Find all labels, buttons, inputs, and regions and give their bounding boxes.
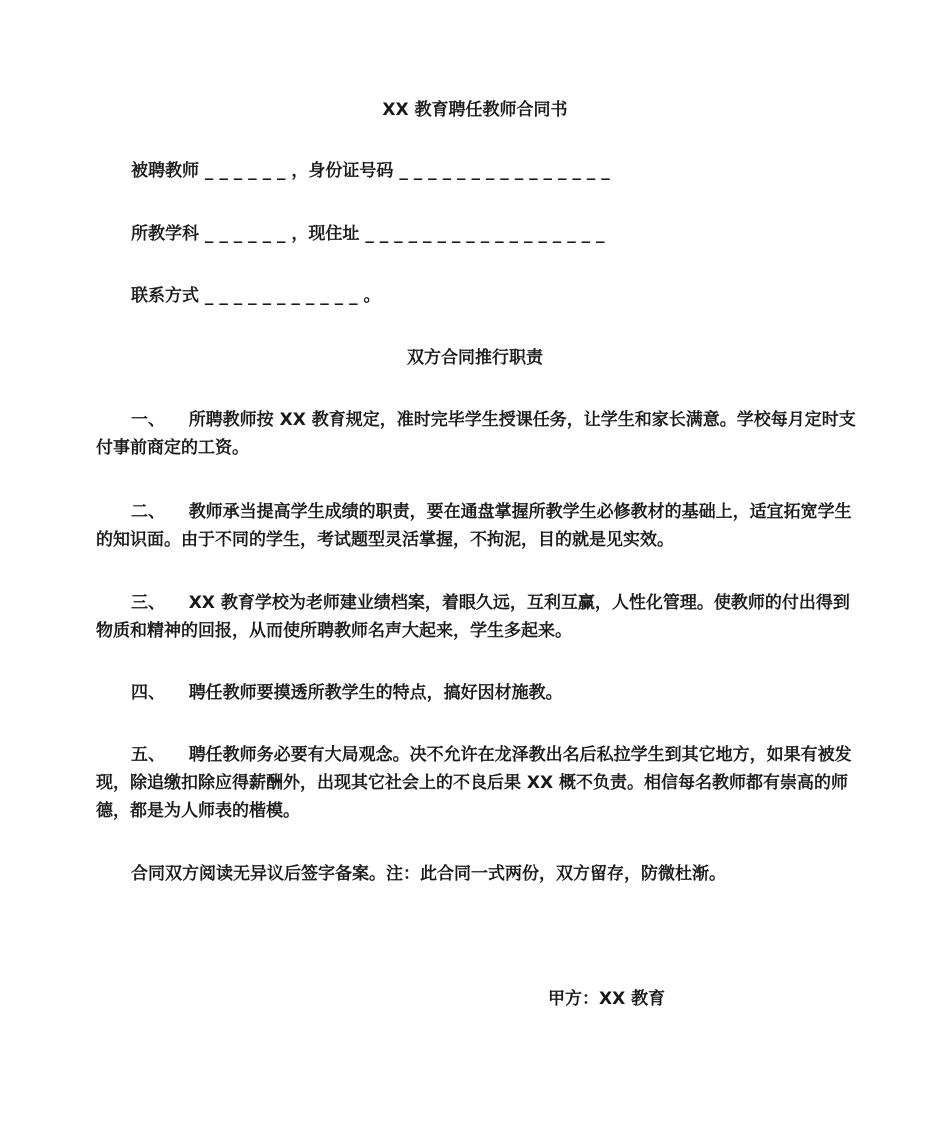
- clause-text: XX 教育学校为老师建业绩档案，着眼久远，互利互赢，人性化管理。使教师的付出得到物质和精神的回报，从而使所聘教师名声大起来，学生多起来。: [96, 593, 850, 641]
- field-subject-address: 所教学科 _ _ _ _ _ _ ，现住址 _ _ _ _ _ _ _ _ _ _ _ _ _ _ _ _ _: [131, 224, 605, 244]
- closing-note: 合同双方阅读无异议后签字备案。注：此合同一式两份，双方留存，防微杜渐。: [131, 864, 726, 884]
- clause-1: [96, 406, 856, 462]
- clause-number: 二、: [131, 502, 165, 522]
- clause-number: 一、: [131, 410, 165, 430]
- clause-3: [96, 589, 856, 645]
- field-contact: 联系方式 _ _ _ _ _ _ _ _ _ _ _ 。: [131, 286, 381, 306]
- clause-4: [96, 679, 856, 707]
- clause-text: 聘任教师务必要有大局观念。决不允许在龙泽教出名后私拉学生到其它地方，如果有被发现，除追缴扣除应得薪酬外，出现其它社会上的不良后果 XX 概不负责。相信每名教师都有崇高的师德，都是为人师表的楷模。: [96, 745, 852, 821]
- clause-5: [96, 741, 856, 825]
- clause-text: 聘任教师要摸透所教学生的特点，搞好因材施教。: [188, 683, 563, 703]
- field-teacher-id: 被聘教师 _ _ _ _ _ _ ，身份证号码 _ _ _ _ _ _ _ _ _ _ _ _ _ _ _: [131, 161, 610, 181]
- clause-text: 教师承当提高学生成绩的职责，要在通盘掌握所教学生必修教材的基础上，适宜拓宽学生的知识面。由于不同的学生，考试题型灵活掌握，不拘泥，目的就是见实效。: [96, 502, 852, 550]
- section-title: 双方合同推行职责: [407, 348, 543, 368]
- clause-text: 所聘教师按 XX 教育规定，准时完毕学生授课任务，让学生和家长满意。学校每月定时支付事前商定的工资。: [96, 410, 856, 458]
- clause-number: 三、: [131, 593, 165, 613]
- clause-2: [96, 498, 856, 554]
- document-title: XX 教育聘任教师合同书: [382, 100, 568, 120]
- clause-number: 五、: [131, 745, 165, 765]
- party-a-signature: 甲方：XX 教育: [548, 989, 666, 1009]
- clause-number: 四、: [131, 683, 165, 703]
